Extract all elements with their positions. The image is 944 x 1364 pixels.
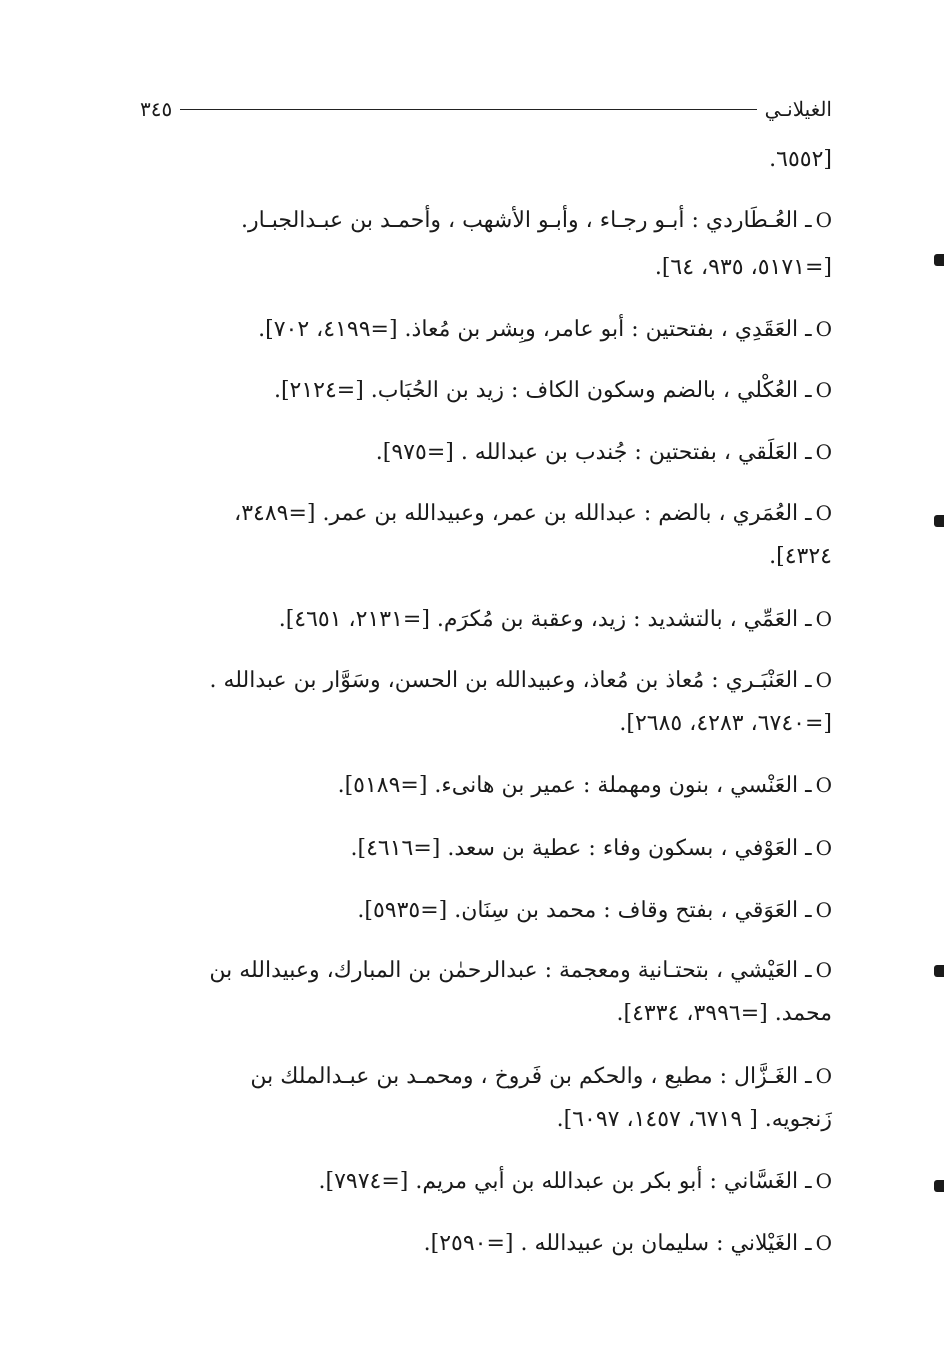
- entry-ukli: [140, 376, 832, 405]
- entry-ayshi-refs: [140, 1000, 832, 1028]
- text-line: ـ العَوْفي ، بسكون وفاء : عطية بن سعد. [=٤٦١٦].: [350, 836, 812, 861]
- bullet-circle-icon: O: [815, 378, 832, 402]
- text-line: ـ العُـطَاردي : أبـو رجـاء ، وأبـو الأشهب ، وأحمـد بن عبـدالجبـار.: [240, 208, 812, 233]
- bullet-circle-icon: O: [815, 773, 832, 797]
- page-header: [140, 92, 832, 126]
- entry-alaqi: [140, 438, 832, 467]
- entry-attardi-refs: [140, 254, 832, 282]
- text-line: محمد. [=٣٩٩٦، ٤٣٣٤].: [616, 1001, 832, 1026]
- entry-awaqi: [140, 896, 832, 925]
- entry-ghaylani: [140, 1229, 832, 1258]
- text-line: ـ العَنْبَـري : مُعاذ بن مُعاذ، وعبيدالله بن الحسن، وسَوَّار بن عبدالله .: [209, 668, 812, 693]
- running-title: الغيلانـي: [764, 97, 832, 121]
- entry-continuation: [140, 146, 832, 174]
- text-line: [=٦٧٤٠، ٤٢٨٣، ٢٦٨٥].: [619, 711, 832, 736]
- text-line: ـ العَمِّي ، بالتشديد : زيد، وعقبة بن مُكرَم. [=٢١٣١، ٤٦٥١].: [278, 607, 812, 632]
- text-line: ـ العَقَدِي ، بفتحتين : أبو عامر، وبِشر بن مُعاذ. [=٤١٩٩، ٧٠٢].: [258, 317, 812, 342]
- scan-edge-mark: [934, 1180, 944, 1192]
- entry-anbari-refs: [140, 710, 832, 738]
- entry-ghassani: [140, 1167, 832, 1196]
- page-number: ٣٤٥: [140, 97, 173, 121]
- bullet-circle-icon: O: [815, 208, 832, 232]
- text-line: ـ العَوَقي ، بفتح وقاف : محمد بن سِنَان. [=٥٩٣٥].: [357, 898, 812, 923]
- bullet-circle-icon: O: [815, 1064, 832, 1088]
- text-line: ـ الغَيْلاني : سليمان بن عبيدالله . [=٢٥٩٠].: [423, 1231, 812, 1256]
- bullet-circle-icon: O: [815, 501, 832, 525]
- scan-edge-mark: [934, 965, 944, 977]
- entry-ammi: [140, 605, 832, 634]
- text-line: ـ الغَسَّاني : أبو بكر بن عبدالله بن أبي مريم. [=٧٩٧٤].: [318, 1169, 812, 1194]
- entry-umari: [140, 499, 832, 528]
- text-line: ـ الغَـزَّال : مطيع ، والحكم بن فَروخ ، ومحمـد بن عبـدالملك بن: [250, 1064, 812, 1089]
- text-line: ـ العَيْشي ، بتحتـانية ومعجمة : عبدالرحمٰن بن المبارك، وعبيدالله بن: [209, 958, 812, 983]
- entry-attardi: [140, 206, 832, 235]
- bullet-circle-icon: O: [815, 1169, 832, 1193]
- entry-ghazzal-refs: [140, 1106, 832, 1134]
- entry-awfi: [140, 834, 832, 863]
- bullet-circle-icon: O: [815, 898, 832, 922]
- header-rule: [180, 109, 756, 110]
- entry-aqadi: [140, 315, 832, 344]
- entry-anbari: [140, 666, 832, 695]
- entry-ayshi: [140, 956, 832, 985]
- text-line: ـ العَنْسي ، بنون ومهملة : عمير بن هانىء. [=٥١٨٩].: [337, 773, 812, 798]
- text-line: ـ العُكْلي ، بالضم وسكون الكاف : زيد بن الحُبَاب. [=٢١٢٤].: [273, 378, 812, 403]
- text-line: ـ العَلَقي ، بفتحتين : جُندب بن عبدالله . [=٩٧٥].: [375, 440, 812, 465]
- bullet-circle-icon: O: [815, 668, 832, 692]
- bullet-circle-icon: O: [815, 317, 832, 341]
- text-line: [٦٥٥٢.: [769, 147, 832, 172]
- bullet-circle-icon: O: [815, 607, 832, 631]
- bullet-circle-icon: O: [815, 836, 832, 860]
- entry-umari-refs: [140, 543, 832, 571]
- scan-edge-mark: [934, 254, 944, 266]
- text-line: [=٥١٧١، ٩٣٥، ٦٤].: [654, 255, 832, 280]
- text-line: ٤٣٢٤].: [769, 544, 832, 569]
- entry-ansi: [140, 771, 832, 800]
- bullet-circle-icon: O: [815, 958, 832, 982]
- bullet-circle-icon: O: [815, 1231, 832, 1255]
- scan-edge-mark: [934, 515, 944, 527]
- text-line: ـ العُمَري ، بالضم : عبدالله بن عمر، وعبيدالله بن عمر. [=٣٤٨٩،: [234, 501, 812, 526]
- entry-ghazzal: [140, 1062, 832, 1091]
- bullet-circle-icon: O: [815, 440, 832, 464]
- text-line: زَنجويه. [ ٦٧١٩، ١٤٥٧، ٦٠٩٧].: [556, 1107, 832, 1132]
